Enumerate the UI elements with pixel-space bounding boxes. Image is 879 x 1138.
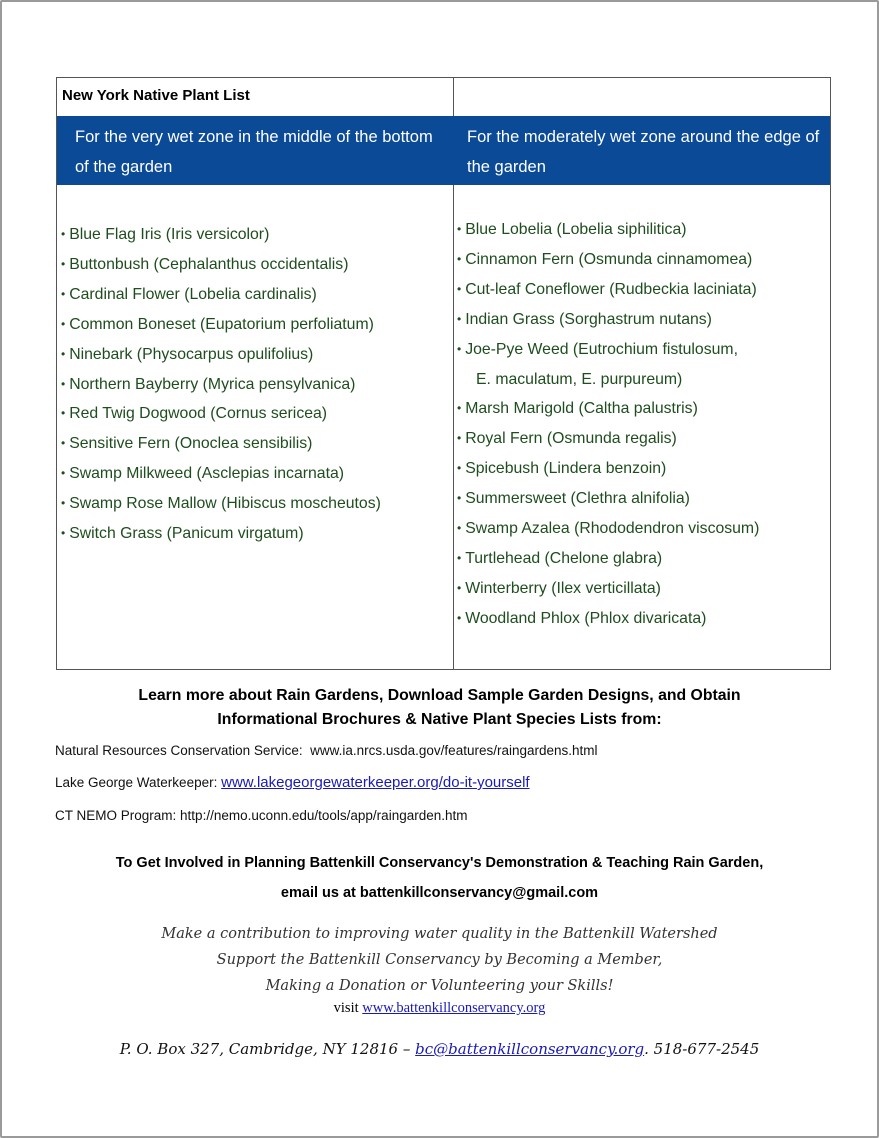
get-involved-block: To Get Involved in Planning Battenkill Conservancy's Demonstration & Teaching Rain Garden, email us at battenkillconservancy@gmail.com — [115, 855, 764, 901]
waterkeeper-resource: Lake George Waterkeeper: www.lakegeorgewaterkeeper.org/do-it-yourself — [55, 774, 530, 791]
list-item: • Royal Fern (Osmunda regalis) — [457, 430, 677, 448]
list-item: • Cardinal Flower (Lobelia cardinalis) — [61, 285, 317, 303]
visit-line: visit www.battenkillconservancy.org — [333, 1000, 546, 1016]
moderate-zone-plant-list — [457, 215, 759, 634]
list-item: • Red Twig Dogwood (Cornus sericea) — [61, 405, 328, 423]
list-item: • Spicebush (Lindera benzoin) — [457, 460, 667, 478]
list-item: • Swamp Rose Mallow (Hibiscus moscheutos) — [61, 495, 381, 513]
wet-zone-header: For the very wet zone in the middle of the bottom of the garden — [75, 128, 433, 176]
list-item: • Summersweet (Clethra alnifolia) — [457, 490, 690, 508]
list-item: • Sensitive Fern (Onoclea sensibilis) — [61, 435, 313, 453]
list-item: • Swamp Milkweed (Asclepias incarnata) — [61, 465, 344, 483]
list-item: • Winterberry (Ilex verticillata) — [457, 579, 661, 597]
table-title: New York Native Plant List — [62, 87, 250, 104]
email-link[interactable]: bc@battenkillconservancy.org — [415, 1040, 645, 1058]
wet-zone-plant-list — [61, 220, 381, 549]
list-item: • Blue Flag Iris (Iris versicolor) — [61, 226, 270, 243]
list-item: • Cut-leaf Coneflower (Rudbeckia laciniata) — [457, 280, 757, 298]
conservancy-website-link[interactable]: www.battenkillconservancy.org — [362, 1000, 546, 1016]
nemo-url: http://nemo.uconn.edu/tools/app/raingarden.htm — [180, 808, 468, 823]
address-line: P. O. Box 327, Cambridge, NY 12816 – bc@battenkillconservancy.org. 518-677-2545 — [119, 1040, 760, 1058]
list-item-continuation: E. maculatum, E. purpureum) — [476, 370, 683, 388]
list-item: • Woodland Phlox (Phlox divaricata) — [457, 609, 707, 627]
contribution-message: Make a contribution to improving water quality in the Battenkill Watershed Support the Battenkill Conservancy by Becoming a Member, Making a Donation or Volunteering your Skills! — [161, 926, 718, 994]
nrcs-resource: Natural Resources Conservation Service: www.ia.nrcs.usda.gov/features/raingardens.html — [55, 743, 598, 758]
list-item: • Swamp Azalea (Rhododendron viscosum) — [457, 520, 760, 538]
learn-more-heading: Learn more about Rain Gardens, Download Sample Garden Designs, and Obtain Informational Brochures & Native Plant Species Lists from: — [138, 687, 741, 728]
native-plant-table — [56, 77, 831, 670]
moderate-zone-header: For the moderately wet zone around the edge of the garden — [467, 128, 820, 176]
list-item: • Common Boneset (Eupatorium perfoliatum) — [61, 315, 374, 333]
nrcs-url: www.ia.nrcs.usda.gov/features/raingardens.html — [310, 743, 598, 758]
list-item: • Northern Bayberry (Myrica pensylvanica) — [61, 375, 356, 393]
list-item: • Joe-Pye Weed (Eutrochium fistulosum, — [457, 340, 738, 358]
list-item: • Buttonbush (Cephalanthus occidentalis) — [61, 255, 349, 273]
list-item: • Cinnamon Fern (Osmunda cinnamomea) — [457, 250, 753, 268]
list-item: • Indian Grass (Sorghastrum nutans) — [457, 310, 712, 328]
list-item: • Marsh Marigold (Caltha palustris) — [457, 400, 698, 418]
list-item: • Blue Lobelia (Lobelia siphilitica) — [457, 221, 687, 238]
list-item: • Switch Grass (Panicum virgatum) — [61, 525, 304, 543]
waterkeeper-link[interactable]: www.lakegeorgewaterkeeper.org/do-it-yourself — [221, 774, 530, 791]
list-item: • Turtlehead (Chelone glabra) — [457, 549, 663, 567]
list-item: • Ninebark (Physocarpus opulifolius) — [61, 345, 314, 363]
nemo-resource: CT NEMO Program: http://nemo.uconn.edu/tools/app/raingarden.htm — [55, 808, 468, 823]
